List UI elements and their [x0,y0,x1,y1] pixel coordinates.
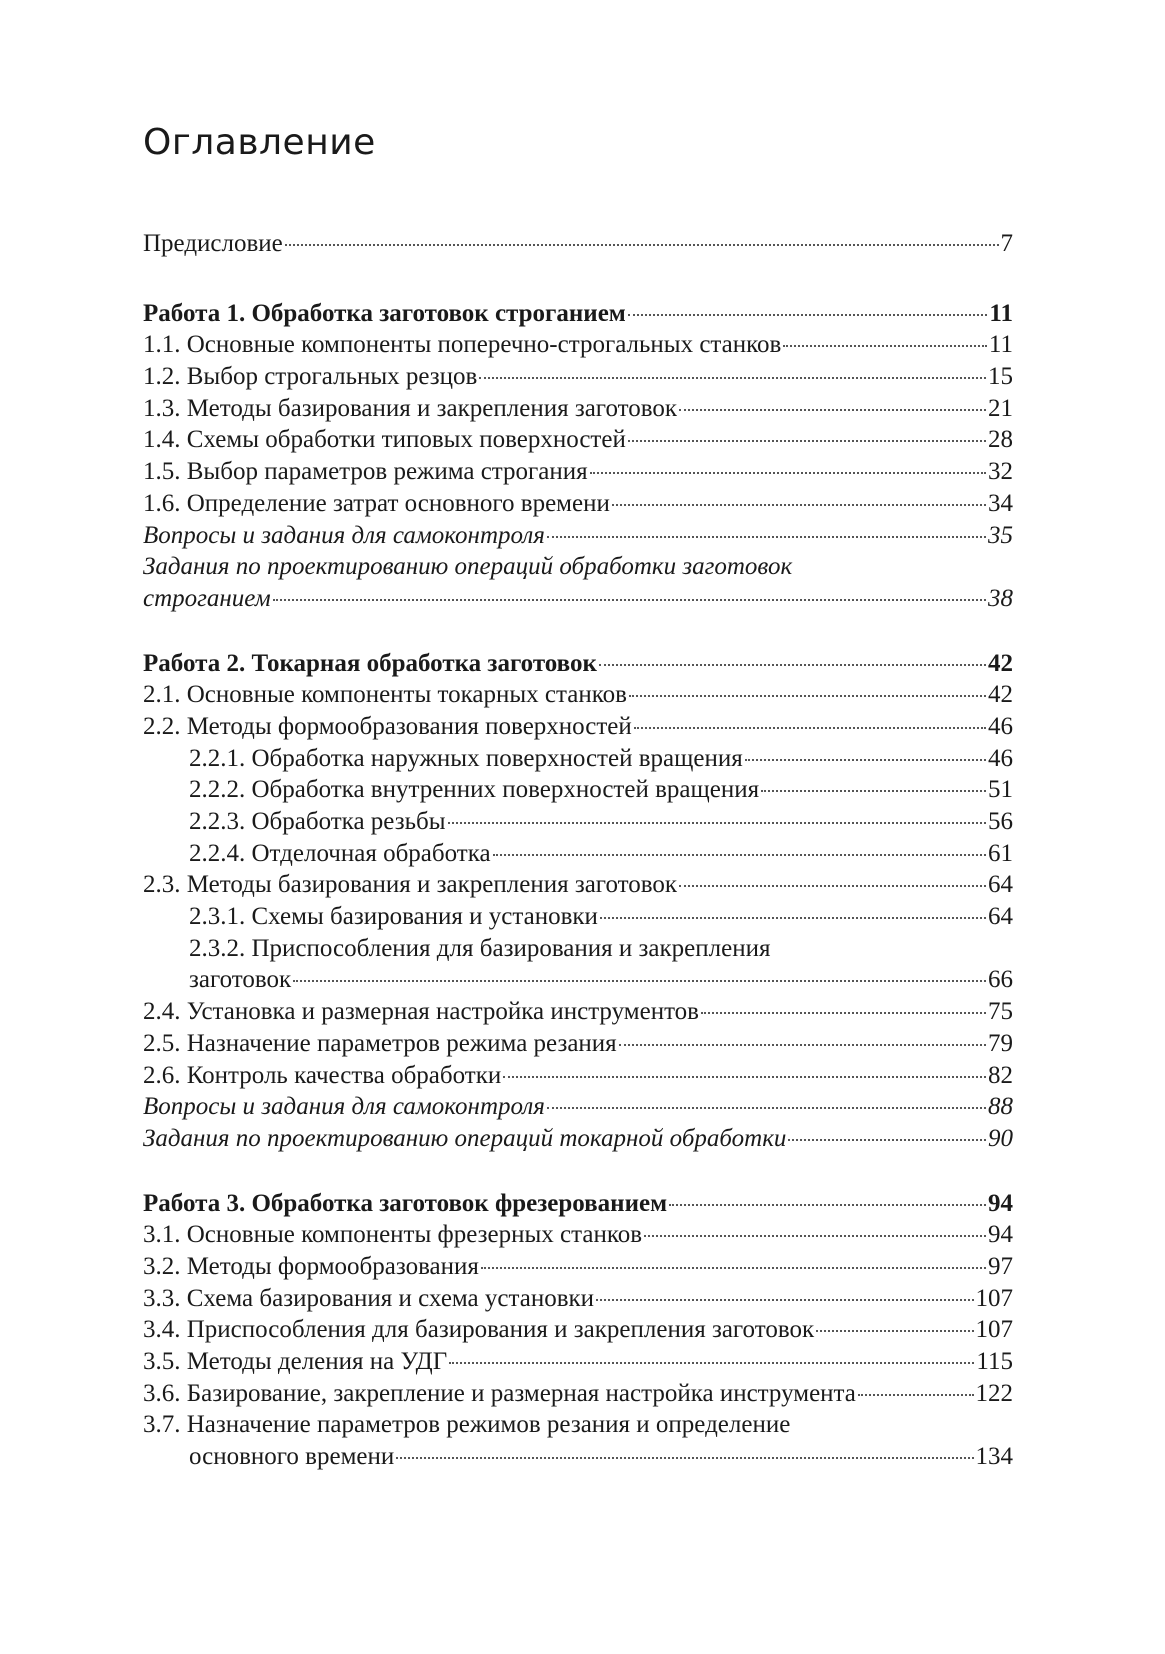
toc-entry-label: 1.3. Методы базирования и закрепления заготовок [143,394,677,422]
toc-page-number: 122 [975,1379,1013,1407]
dot-leader [619,1044,986,1046]
toc-entry[interactable] [143,456,1013,488]
toc-entry[interactable] [143,711,1013,743]
toc-entry-label: строганием [143,584,271,612]
toc-page-number: 35 [988,521,1013,549]
toc-entry[interactable] [143,869,1013,901]
toc-entry-label: 3.2. Методы формообразования [143,1252,479,1280]
toc-entry-label: Предисловие [143,230,283,257]
dot-leader [590,472,986,474]
dot-leader [679,409,986,411]
toc-page-number: 134 [975,1443,1013,1471]
dot-leader [449,1362,974,1364]
toc-entry-label: 1.5. Выбор параметров режима строгания [143,458,588,486]
toc-entry-sub[interactable] [143,964,1013,996]
toc-entry-sub[interactable] [143,901,1013,933]
toc-page-number: 66 [988,966,1013,994]
dot-leader [293,980,986,982]
toc-page-number: 94 [988,1189,1013,1217]
toc-entry[interactable] [143,329,1013,361]
toc-entry-label: 2.2. Методы формообразования поверхностей [143,712,632,740]
toc-entry-label: Работа 2. Токарная обработка заготовок [143,649,597,677]
toc-entry-tasks[interactable] [143,583,1013,615]
dot-leader [493,854,986,856]
toc-entry-label: 2.2.3. Обработка резьбы [189,808,446,835]
toc-page-number: 11 [988,331,1013,359]
toc-entry-tasks[interactable] [143,1123,1013,1155]
toc-page-number: 88 [988,1093,1013,1121]
toc-entry[interactable] [143,361,1013,393]
dot-leader [783,345,987,347]
toc-page-number: 61 [988,839,1013,867]
toc-page-number: 28 [988,426,1013,454]
dot-leader [761,790,986,792]
toc-entry-label: 1.6. Определение затрат основного времени [143,489,610,517]
section-spacer [143,1155,1013,1188]
toc-entry-sub[interactable] [143,743,1013,775]
dot-leader [396,1457,973,1459]
toc-entry-label: 3.6. Базирование, закрепление и размерная настройка инструмента [143,1379,856,1407]
toc-entry[interactable] [143,1028,1013,1060]
toc-page-number: 94 [988,1221,1013,1249]
dot-leader [612,504,986,506]
toc-entry-label: 3.5. Методы деления на УДГ [143,1348,448,1375]
dot-leader [285,244,999,246]
toc-page-number: 46 [988,712,1013,740]
toc-entry-label: 2.5. Назначение параметров режима резания [143,1029,617,1057]
dot-leader [669,1204,986,1206]
toc-entry-label: 2.3.1. Схемы базирования и установки [189,903,598,931]
dot-leader [596,1299,973,1301]
toc-entry-label: основного времени [189,1443,395,1471]
toc-entry[interactable] [143,1283,1013,1315]
toc-entry-label: Вопросы и задания для самоконтроля [143,521,545,549]
toc-page-number: 21 [988,394,1013,422]
dot-leader [701,1012,986,1014]
toc-page-number: 51 [988,776,1013,804]
toc-entry-questions[interactable] [143,520,1013,552]
toc-entry-work-1[interactable] [143,298,1013,330]
toc-page-number: 42 [988,681,1013,709]
dot-leader [503,1076,986,1078]
toc-page-number: 7 [1000,230,1013,257]
toc-page-number: 64 [988,871,1013,899]
toc-entry[interactable] [143,488,1013,520]
dot-leader [599,664,986,666]
dot-leader [816,1330,973,1332]
dot-leader [628,314,988,316]
toc-entry-label: Работа 3. Обработка заготовок фрезерованием [143,1189,668,1217]
dot-leader [481,1267,986,1269]
toc-entry-label: заготовок [189,966,292,994]
toc-entry-label: 1.1. Основные компоненты поперечно-строгальных станков [143,331,782,359]
toc-entry[interactable] [143,996,1013,1028]
toc-entry-label: 3.4. Приспособления для базирования и закрепления заготовок [143,1316,815,1344]
toc-entry-label: 2.2.2. Обработка внутренних поверхностей вращения [189,776,760,804]
toc-page-number: 34 [988,489,1013,517]
toc-entry-preface[interactable] [143,228,1013,260]
section-spacer [143,615,1013,648]
table-of-contents [143,228,1013,1473]
toc-entry[interactable] [143,679,1013,711]
toc-entry[interactable] [143,424,1013,456]
toc-page-number: 56 [988,808,1013,835]
toc-page-number: 115 [976,1348,1013,1375]
toc-entry-questions[interactable] [143,1091,1013,1123]
dot-leader [858,1394,974,1396]
toc-entry-label: 3.1. Основные компоненты фрезерных станков [143,1221,643,1249]
toc-entry-label: 3.3. Схема базирования и схема установки [143,1284,595,1312]
toc-entry-label: 2.2.4. Отделочная обработка [189,839,491,867]
toc-entry-label: 2.2.1. Обработка наружных поверхностей вращения [189,744,743,772]
section-spacer [143,260,1013,298]
toc-entry-label: Вопросы и задания для самоконтроля [143,1093,545,1121]
toc-entry-work-2[interactable] [143,648,1013,680]
toc-page-number: 11 [989,299,1013,327]
dot-leader [745,759,986,761]
dot-leader [629,695,986,697]
toc-entry[interactable] [143,1219,1013,1251]
toc-entry-tasks-first-line[interactable]: Задания по проектированию операций обработки заготовок [143,553,793,581]
toc-page-number: 97 [988,1252,1013,1280]
dot-leader [644,1235,986,1237]
dot-leader [788,1139,986,1141]
toc-entry-sub[interactable] [143,838,1013,870]
toc-page-number: 107 [975,1316,1013,1344]
toc-entry[interactable] [143,1060,1013,1092]
toc-page-number: 90 [988,1124,1013,1152]
toc-entry[interactable] [143,1378,1013,1410]
toc-page-number: 42 [988,649,1013,677]
toc-entry-label: Задания по проектированию операций токарной обработки [143,1124,787,1152]
toc-entry-label: 1.2. Выбор строгальных резцов [143,363,478,391]
toc-page-number: 32 [988,458,1013,486]
dot-leader [479,377,986,379]
toc-page-number: 107 [975,1284,1013,1312]
dot-leader [628,440,986,442]
toc-page-number: 38 [988,584,1013,612]
dot-leader [547,1107,986,1109]
toc-entry[interactable] [143,1251,1013,1283]
dot-leader [547,536,986,538]
toc-entry[interactable] [143,393,1013,425]
toc-page-number: 75 [988,998,1013,1026]
toc-entry-label: 2.1. Основные компоненты токарных станков [143,681,627,709]
toc-entry-sub[interactable] [143,806,1013,838]
dot-leader [448,822,987,824]
toc-page-number: 79 [988,1029,1013,1057]
toc-entry-label: 2.3. Методы базирования и закрепления заготовок [143,871,677,899]
toc-page-number: 15 [988,363,1013,391]
toc-entry[interactable] [143,1346,1013,1378]
toc-entry-label: 2.4. Установка и размерная настройка инструментов [143,998,699,1026]
toc-page-number: 64 [988,903,1013,931]
toc-page-number: 46 [988,744,1013,772]
toc-entry-label: Работа 1. Обработка заготовок строганием [143,299,626,327]
dot-leader [679,885,986,887]
toc-entry[interactable] [143,1441,1013,1473]
page-title: Оглавление [143,122,376,163]
toc-entry-sub[interactable] [143,774,1013,806]
toc-entry-sub-first-line[interactable]: 2.3.2. Приспособления для базирования и закрепления [189,934,771,962]
toc-entry-label: 2.6. Контроль качества обработки [143,1061,502,1089]
toc-entry-label: 1.4. Схемы обработки типовых поверхностей [143,426,626,454]
dot-leader [600,917,986,919]
toc-page-number: 82 [988,1061,1013,1089]
toc-entry[interactable] [143,1314,1013,1346]
toc-entry-first-line[interactable]: 3.7. Назначение параметров режимов резания и определение [143,1411,791,1439]
toc-entry-work-3[interactable] [143,1188,1013,1220]
dot-leader [634,727,986,729]
dot-leader [273,599,986,601]
